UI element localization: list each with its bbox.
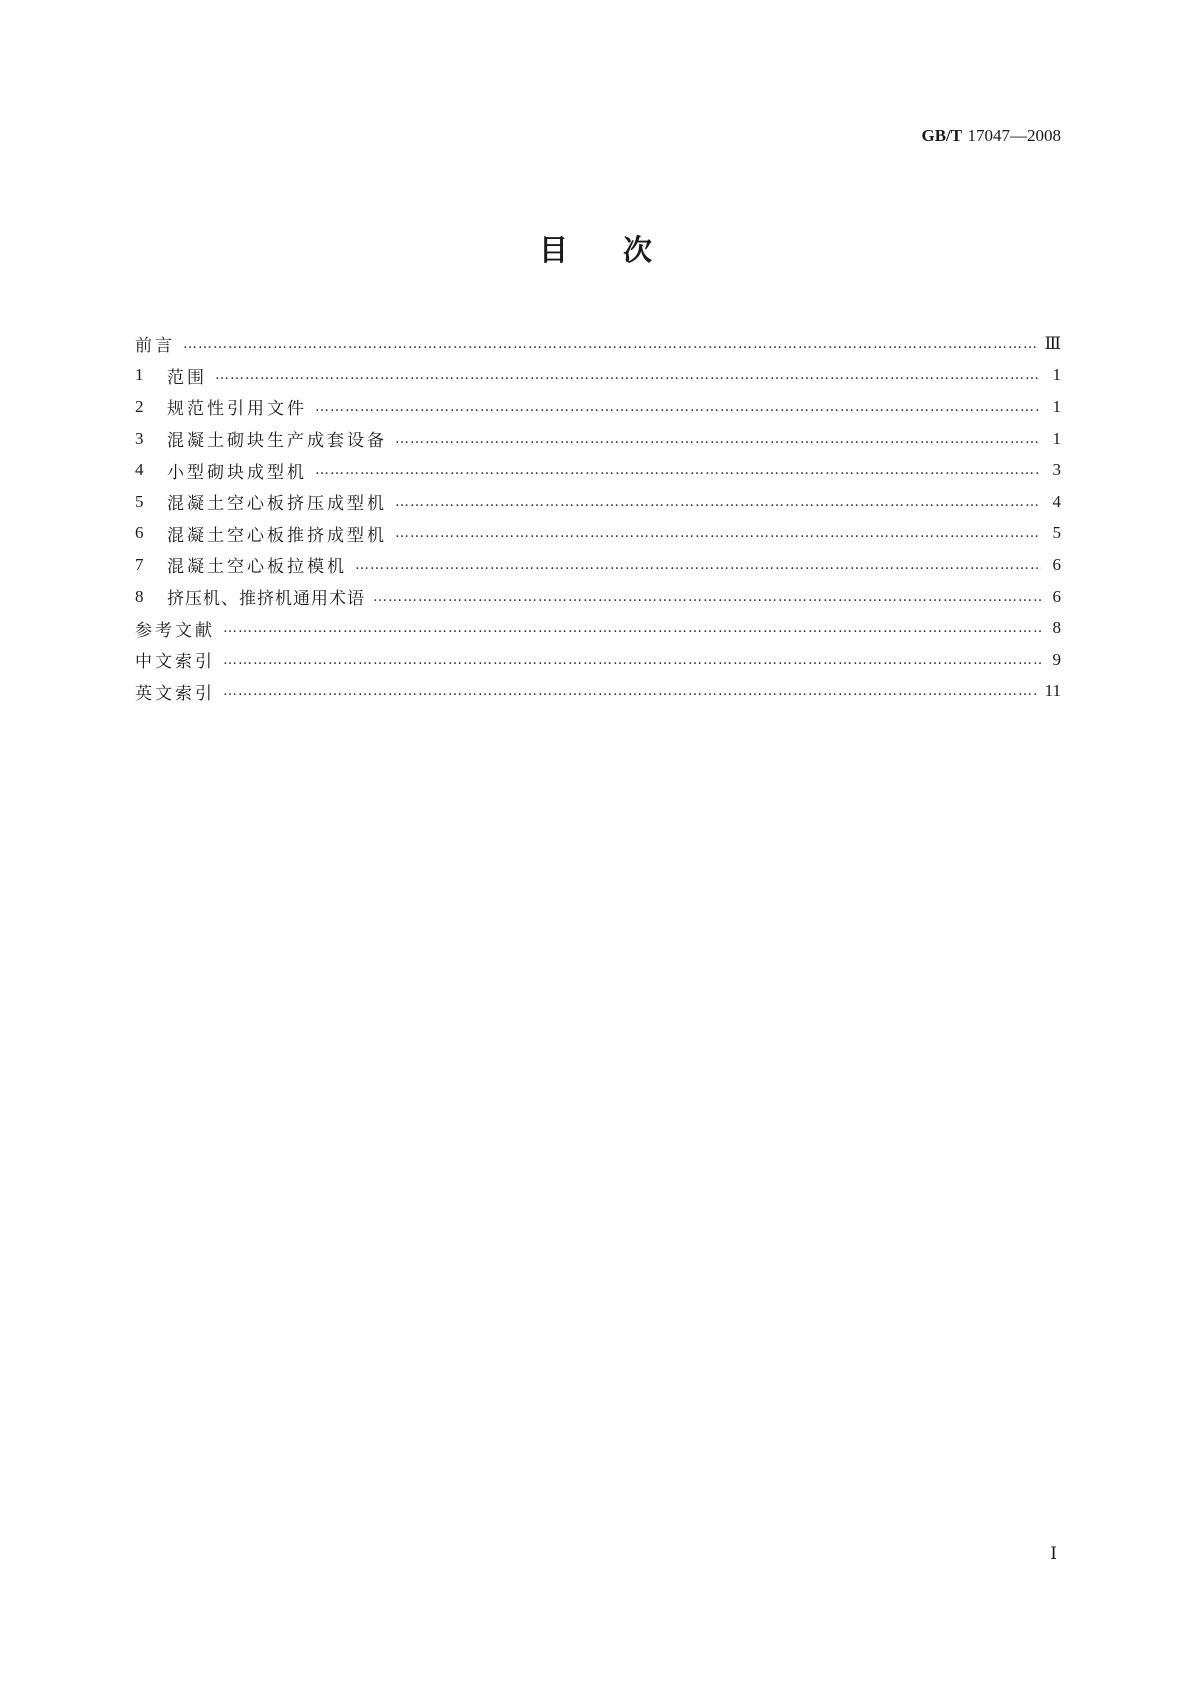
toc-entry-chinese-index[interactable] xyxy=(135,644,1061,676)
toc-entry-title: 英文索引 xyxy=(135,683,215,704)
toc-label xyxy=(135,552,347,577)
toc-leader-dots xyxy=(395,431,1041,447)
toc-entry-title: 混凝土空心板拉模机 xyxy=(167,557,347,578)
toc-leader-dots xyxy=(183,336,1039,352)
standard-number: 17047—2008 xyxy=(967,126,1061,145)
toc-leader-dots xyxy=(395,494,1041,510)
toc-entry-title: 混凝土砌块生产成套设备 xyxy=(167,431,387,452)
toc-leader-dots xyxy=(215,367,1041,383)
toc-entry-english-index[interactable] xyxy=(135,676,1061,708)
toc-label xyxy=(135,584,365,609)
toc-page-number: 6 xyxy=(1052,554,1061,574)
toc-leader-dots xyxy=(395,525,1041,541)
toc-page-number: 9 xyxy=(1052,649,1061,669)
table-of-contents xyxy=(135,328,1061,707)
toc-entry-number: 4 xyxy=(135,460,144,480)
toc-leader-dots xyxy=(373,589,1041,605)
toc-entry-title: 混凝土空心板推挤成型机 xyxy=(167,525,387,546)
toc-entry-5[interactable] xyxy=(135,486,1061,518)
toc-entry-title: 小型砌块成型机 xyxy=(167,462,307,483)
toc-entry-title: 前言 xyxy=(135,336,175,357)
toc-entry-6[interactable] xyxy=(135,518,1061,550)
standard-code xyxy=(921,126,1061,146)
toc-label xyxy=(135,521,387,546)
toc-leader-dots xyxy=(223,652,1041,668)
toc-label xyxy=(135,394,307,419)
toc-entry-8[interactable] xyxy=(135,581,1061,613)
toc-entry-number: 7 xyxy=(135,554,144,574)
toc-entry-number: 1 xyxy=(135,365,144,385)
toc-entry-number: 6 xyxy=(135,523,144,543)
toc-label xyxy=(135,647,215,672)
toc-entry-title: 混凝土空心板挤压成型机 xyxy=(167,494,387,515)
toc-label xyxy=(135,426,387,451)
toc-page-number: 1 xyxy=(1052,428,1061,448)
toc-entry-title: 中文索引 xyxy=(135,652,215,673)
toc-page-number: Ⅲ xyxy=(1044,333,1061,353)
toc-entry-number: 5 xyxy=(135,491,144,511)
standard-prefix: GB/T xyxy=(921,126,963,145)
toc-entry-number: 2 xyxy=(135,396,144,416)
toc-page-number: 6 xyxy=(1052,586,1061,606)
toc-entry-1[interactable] xyxy=(135,360,1061,392)
page-number: Ⅰ xyxy=(1050,1544,1057,1563)
toc-entry-title: 范围 xyxy=(167,367,207,388)
toc-entry-2[interactable] xyxy=(135,391,1061,423)
toc-label xyxy=(135,331,175,356)
toc-leader-dots xyxy=(223,620,1041,636)
toc-page-number: 1 xyxy=(1052,396,1061,416)
toc-leader-dots xyxy=(355,557,1041,573)
toc-page-number: 1 xyxy=(1052,365,1061,385)
toc-entry-foreword[interactable] xyxy=(135,328,1061,360)
toc-entry-bibliography[interactable] xyxy=(135,612,1061,644)
toc-page-number: 3 xyxy=(1052,460,1061,480)
toc-leader-dots xyxy=(315,399,1041,415)
toc-label xyxy=(135,616,215,641)
toc-entry-7[interactable] xyxy=(135,549,1061,581)
toc-entry-number: 8 xyxy=(135,586,144,606)
page-title: 目次 xyxy=(538,233,707,267)
toc-leader-dots xyxy=(315,462,1041,478)
toc-label xyxy=(135,679,215,704)
toc-label xyxy=(135,363,207,388)
toc-leader-dots xyxy=(223,683,1039,699)
toc-entry-3[interactable] xyxy=(135,423,1061,455)
toc-label xyxy=(135,458,307,483)
toc-entry-title: 挤压机、推挤机通用术语 xyxy=(167,589,365,610)
toc-entry-title: 规范性引用文件 xyxy=(167,399,307,420)
toc-page-number: 11 xyxy=(1044,681,1061,701)
toc-label xyxy=(135,489,387,514)
toc-page-number: 4 xyxy=(1052,491,1061,511)
toc-page-number: 5 xyxy=(1052,523,1061,543)
toc-page-number: 8 xyxy=(1052,618,1061,638)
toc-entry-title: 参考文献 xyxy=(135,620,215,641)
toc-entry-4[interactable] xyxy=(135,454,1061,486)
toc-entry-number: 3 xyxy=(135,428,144,448)
